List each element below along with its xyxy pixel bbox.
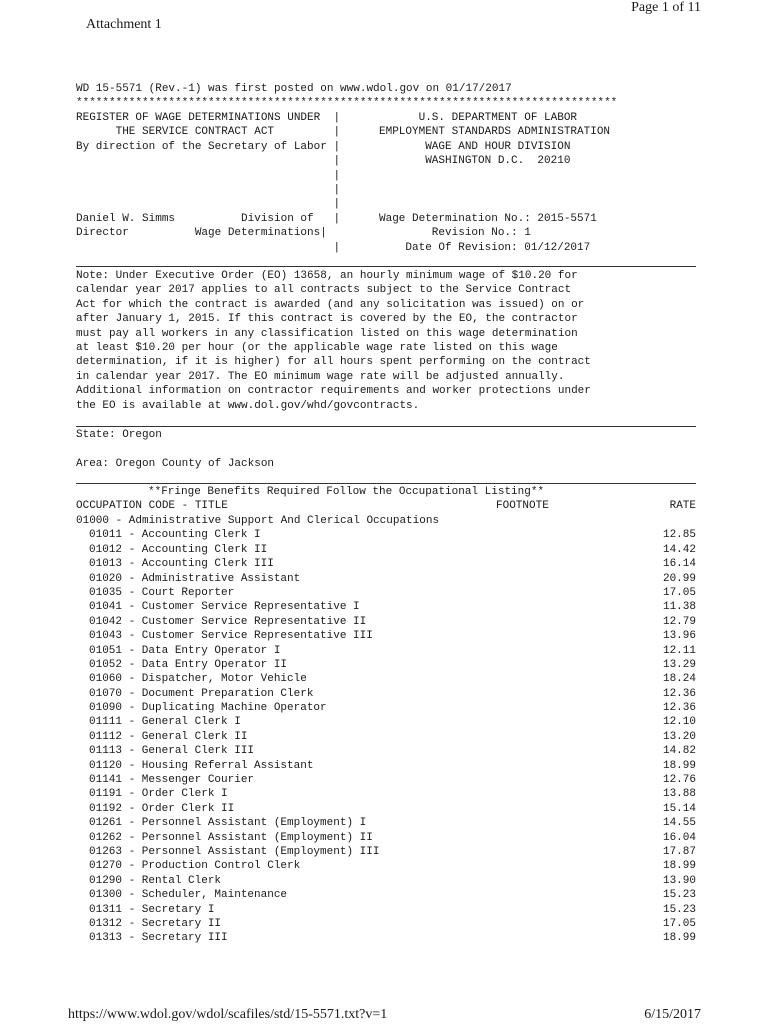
occupation-rate: 13.88 [662,788,696,801]
page-number-label: Page 1 of 11 [631,0,701,15]
occupation-rate: 16.04 [662,831,696,844]
left-header-line: By direction of the Secretary of Labor | [76,140,341,153]
occupation-title: 01263 - Personnel Assistant (Employment) III [89,845,380,858]
occupation-row [76,658,696,672]
occupation-title: 01290 - Rental Clerk [89,874,222,887]
col-occupation-header: OCCUPATION CODE - TITLE [76,500,228,512]
left-header-line: | [76,241,341,254]
occupation-row [76,831,696,845]
occupation-title: 01035 - Court Reporter [89,586,235,599]
occupation-rate: 17.05 [662,586,696,599]
left-header-line: Director Wage Determinations| [76,227,327,240]
col-rate-header: RATE [669,500,696,512]
occupation-row [76,874,696,888]
occupation-rate: 15.23 [662,889,696,902]
right-header-line: EMPLOYMENT STANDARDS ADMINISTRATION [379,126,611,139]
right-header-line: Date Of Revision: 01/12/2017 [379,241,591,254]
occupation-rate: 18.99 [662,759,696,772]
occupation-row [76,759,696,773]
note-line: Act for which the contract is awarded (and any solicitation was issued) on or [76,298,585,311]
fringe-notice: **Fringe Benefits Required Follow the Occupational Listing** [148,486,545,498]
occupation-row [76,557,696,571]
occupation-title: 01141 - Messenger Courier [89,774,255,787]
occupation-title: 01192 - Order Clerk II [89,802,235,815]
occupation-title: 01090 - Duplicating Machine Operator [89,702,327,715]
note-line: in calendar year 2017. The EO minimum wage rate will be adjusted annually. [76,370,565,383]
occupation-row [76,845,696,859]
occupation-rate: 11.38 [662,601,696,614]
col-footnote-header: FOOTNOTE [496,500,549,512]
occupation-title: 01113 - General Clerk III [89,745,255,758]
occupation-group-title [76,514,696,528]
right-header-line: WASHINGTON D.C. 20210 [379,155,571,168]
occupation-title: 01311 - Secretary I [89,903,215,916]
right-header-line: WAGE AND HOUR DIVISION [379,140,571,153]
left-header-line: Daniel W. Simms Division of | [76,212,341,225]
occupation-row [76,687,696,701]
occupation-title: 01300 - Scheduler, Maintenance [89,889,288,902]
occupation-rate: 12.11 [662,644,696,657]
occupation-title: 01042 - Customer Service Representative II [89,615,367,628]
occupation-title: 01312 - Secretary II [89,917,222,930]
occupation-row [76,715,696,729]
divider [76,483,696,484]
occupation-rate: 18.24 [662,673,696,686]
note-line: the EO is available at www.dol.gov/whd/govcontracts. [76,399,420,412]
occupation-row [76,730,696,744]
occupation-rate: 20.99 [662,572,696,585]
left-header-line: | [76,169,341,182]
occupation-row [76,773,696,787]
occupation-rate: 12.76 [662,774,696,787]
occupation-title: 01020 - Administrative Assistant [89,572,301,585]
occupation-row [76,586,696,600]
occupation-row [76,931,696,945]
occupation-rate: 14.82 [662,745,696,758]
occupation-title: 01070 - Document Preparation Clerk [89,687,314,700]
left-header-line: | [76,155,341,168]
occupation-rate: 13.20 [662,730,696,743]
note-line: Additional information on contractor requirements and worker protections under [76,385,591,398]
area-line: Area: Oregon County of Jackson [76,458,275,470]
occupation-row [76,644,696,658]
occupation-title: 01013 - Accounting Clerk III [89,558,274,571]
occupation-title: 01262 - Personnel Assistant (Employment) II [89,831,373,844]
occupation-row [76,600,696,614]
occupation-title: 01111 - General Clerk I [89,716,241,729]
occupation-title: 01191 - Order Clerk I [89,788,228,801]
occupation-rate: 18.99 [662,932,696,945]
note-line: must pay all workers in any classification listed on this wage determination [76,327,578,340]
divider [76,426,696,427]
note-line: after January 1, 2015. If this contract is covered by the EO, the contractor [76,313,578,326]
left-header-line: | [76,184,341,196]
occupation-rate: 15.23 [662,903,696,916]
occupation-row [76,744,696,758]
occupation-title: 01270 - Production Control Clerk [89,860,301,873]
left-header-line: REGISTER OF WAGE DETERMINATIONS UNDER | [76,112,341,124]
occupation-rate: 13.96 [662,630,696,643]
occupation-title: 01051 - Data Entry Operator I [89,644,281,657]
occupation-row [76,701,696,715]
occupation-row [76,859,696,873]
occupation-rate: 17.87 [662,845,696,858]
occupation-rate: 18.99 [662,860,696,873]
note-line: at least $10.20 per hour (or the applicable wage rate listed on this wage [76,342,558,354]
note-line: determination, if it is higher) for all hours spent performing on the contract [76,356,591,369]
occupation-row [76,802,696,816]
occupation-row [76,888,696,902]
occupation-row [76,543,696,557]
right-header-line: Revision No.: 1 [379,227,531,240]
left-header-line: THE SERVICE CONTRACT ACT | [76,126,341,139]
occupation-title: 01011 - Accounting Clerk I [89,529,261,542]
occupation-rate: 14.42 [662,543,696,556]
group-title: 01000 - Administrative Support And Clerical Occupations [76,515,440,527]
occupation-rate: 12.79 [662,615,696,628]
occupation-rate: 12.10 [662,716,696,729]
occupation-row [76,615,696,629]
divider [76,266,696,267]
occupation-title: 01120 - Housing Referral Assistant [89,759,314,772]
occupation-row [76,572,696,586]
attachment-label: Attachment 1 [86,17,162,32]
occupation-title: 01313 - Secretary III [89,932,228,945]
occupation-rate: 15.14 [662,802,696,815]
occupation-rate: 13.29 [662,658,696,671]
occupation-rate: 13.90 [662,874,696,887]
occupation-rate: 16.14 [662,558,696,571]
state-line: State: Oregon [76,429,162,441]
occupation-rate: 12.36 [662,702,696,715]
occupation-rate: 17.05 [662,917,696,930]
right-header-line: Wage Determination No.: 2015-5571 [379,212,597,225]
occupation-row [76,816,696,830]
occupation-row [76,917,696,931]
occupation-row [76,672,696,686]
occupation-row [76,903,696,917]
footer-date: 6/15/2017 [644,1007,701,1022]
occupation-title: 01012 - Accounting Clerk II [89,543,268,556]
note-line: Note: Under Executive Order (EO) 13658, an hourly minimum wage of $10.20 for [76,270,578,282]
occupation-rate: 14.55 [662,817,696,830]
right-header-line: U.S. DEPARTMENT OF LABOR [379,112,578,124]
footer-url: https://www.wdol.gov/wdol/scafiles/std/15-5571.txt?v=1 [68,1007,388,1022]
occupation-title: 01043 - Customer Service Representative III [89,630,373,643]
note-line: calendar year 2017 applies to all contracts subject to the Service Contract [76,284,572,297]
occupation-title: 01112 - General Clerk II [89,730,248,743]
posted-line: WD 15-5571 (Rev.-1) was first posted on www.wdol.gov on 01/17/2017 [76,83,512,95]
occupation-row [76,629,696,643]
occupation-row [76,528,696,542]
left-header-line: | [76,198,341,211]
occupation-list [76,514,696,946]
occupation-row [76,787,696,801]
occupation-title: 01041 - Customer Service Representative I [89,601,360,614]
occupation-title: 01052 - Data Entry Operator II [89,658,288,671]
occupation-title: 01261 - Personnel Assistant (Employment) I [89,817,367,830]
occupation-title: 01060 - Dispatcher, Motor Vehicle [89,673,307,686]
star-divider: ********************************************************************************** [76,97,618,109]
occupation-rate: 12.85 [662,529,696,542]
occupation-rate: 12.36 [662,687,696,700]
